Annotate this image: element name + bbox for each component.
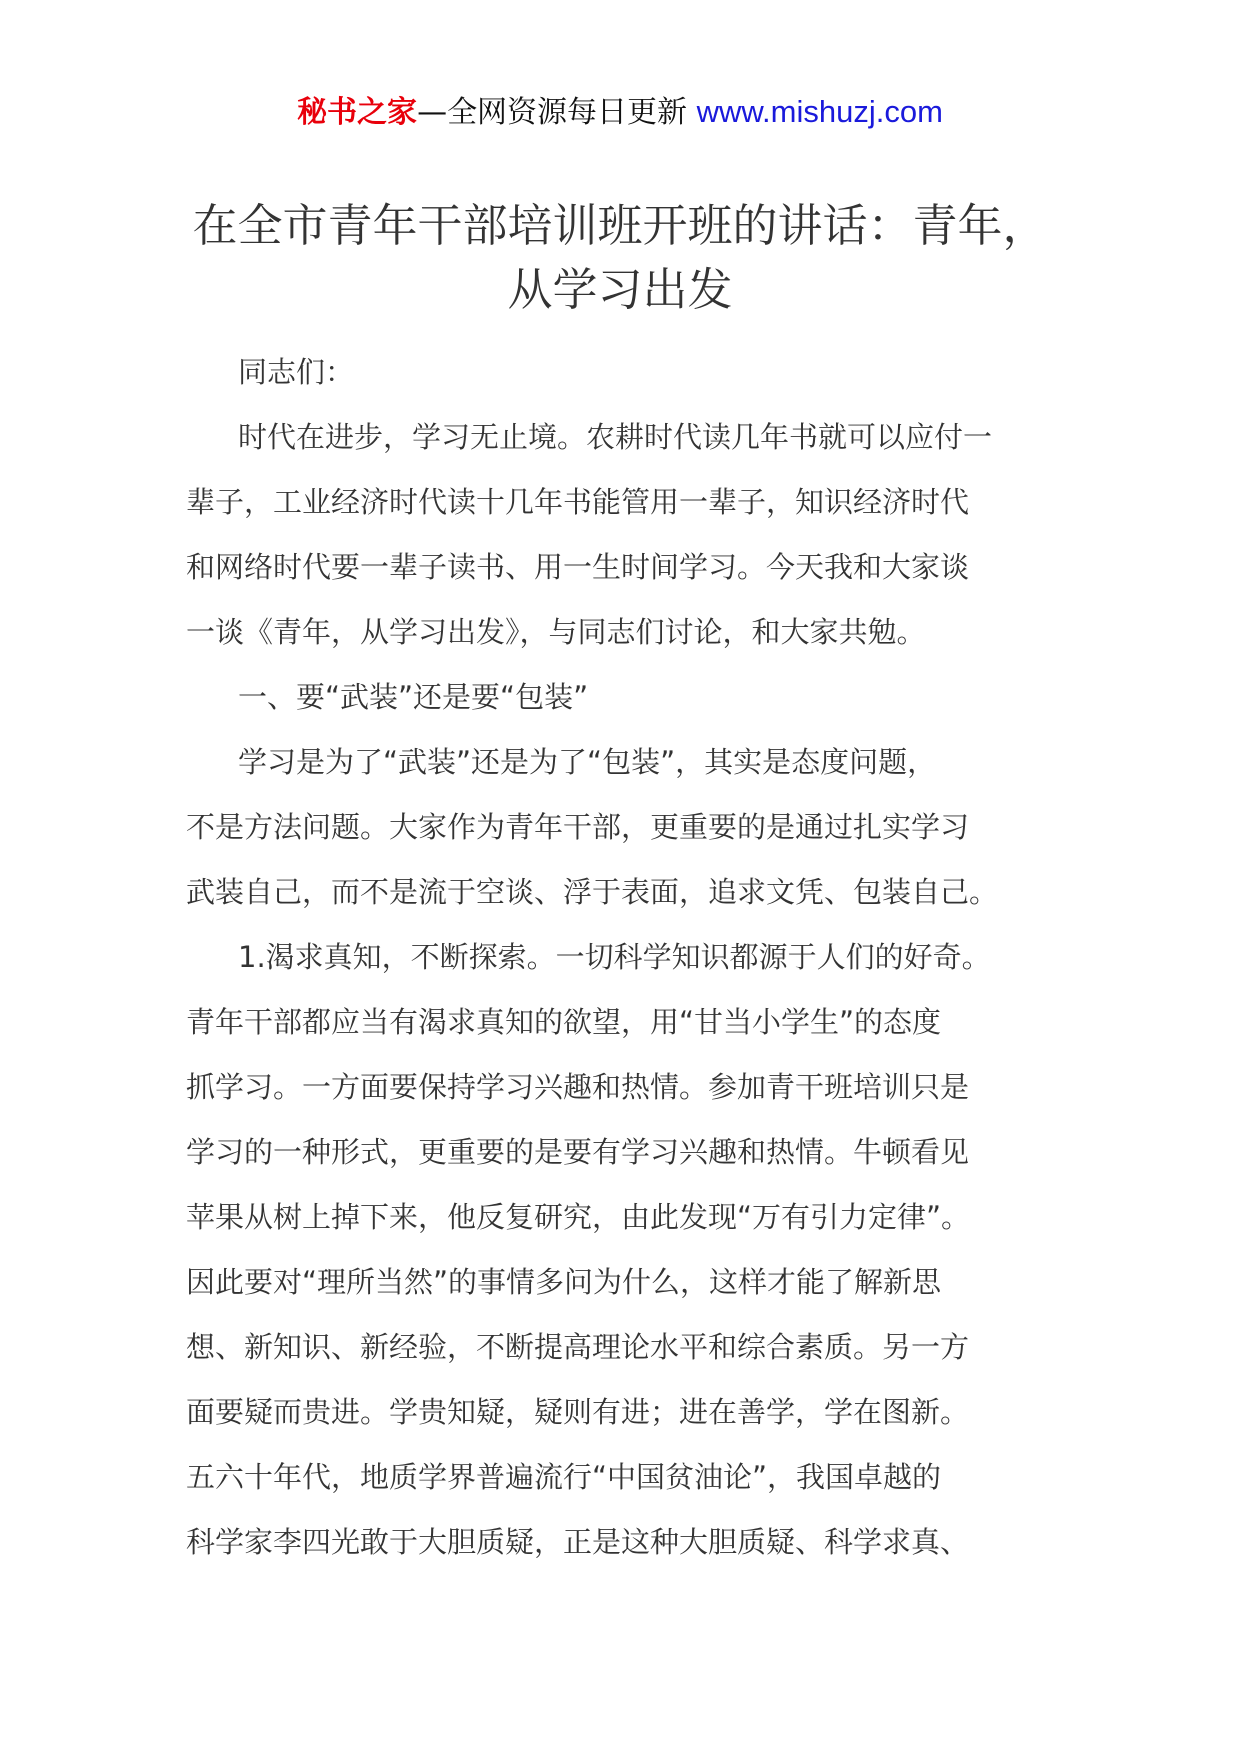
document-body: [186, 340, 1066, 1575]
section-heading: 一、要“武装”还是要“包装”: [238, 680, 589, 714]
body-line: 科学家李四光敢于大胆质疑，正是这种大胆质疑、科学求真、: [186, 1525, 970, 1559]
body-line: 一谈《青年，从学习出发》，与同志们讨论，和大家共勉。: [186, 615, 926, 649]
body-line: 抓学习。一方面要保持学习兴趣和热情。参加青干班培训只是: [186, 1070, 970, 1104]
site-url-link[interactable]: www.mishuzj.com: [696, 94, 943, 129]
body-line: 面要疑而贵进。学贵知疑，疑则有进；进在善学，学在图新。: [186, 1395, 970, 1429]
site-tagline: —全网资源每日更新: [417, 95, 688, 130]
body-line: 武装自己，而不是流于空谈、浮于表面，追求文凭、包装自己。: [186, 875, 999, 909]
site-brand: 秘书之家: [297, 95, 418, 130]
body-line: 1.渴求真知，不断探索。一切科学知识都源于人们的好奇。: [238, 940, 991, 974]
body-line: 辈子，工业经济时代读十几年书能管用一辈子，知识经济时代: [186, 485, 970, 519]
document-title: [170, 194, 1070, 322]
body-line: 五六十年代，地质学界普遍流行“中国贫油论”，我国卓越的: [186, 1460, 942, 1494]
body-line: 不是方法问题。大家作为青年干部，更重要的是通过扎实学习: [186, 810, 970, 844]
document-title-line-2: 从学习出发: [507, 263, 733, 316]
body-line: 因此要对“理所当然”的事情多问为什么，这样才能了解新思: [186, 1265, 942, 1299]
body-line: 学习是为了“武装”还是为了“包装”，其实是态度问题，: [238, 745, 937, 779]
site-header: [0, 92, 1240, 133]
document-title-line-1: 在全市青年干部培训班开班的讲话：青年，: [192, 199, 1048, 252]
body-line: 时代在进步，学习无止境。农耕时代读几年书就可以应付一: [238, 420, 993, 454]
body-line: 苹果从树上掉下来，他反复研究，由此发现“万有引力定律”。: [186, 1200, 971, 1234]
salutation: 同志们：: [238, 355, 355, 389]
body-line: 青年干部都应当有渴求真知的欲望，用“甘当小学生”的态度: [186, 1005, 942, 1039]
body-line: 学习的一种形式，更重要的是要有学习兴趣和热情。牛顿看见: [186, 1135, 970, 1169]
body-line: 和网络时代要一辈子读书、用一生时间学习。今天我和大家谈: [186, 550, 970, 584]
body-line: 想、新知识、新经验，不断提高理论水平和综合素质。另一方: [186, 1330, 970, 1364]
